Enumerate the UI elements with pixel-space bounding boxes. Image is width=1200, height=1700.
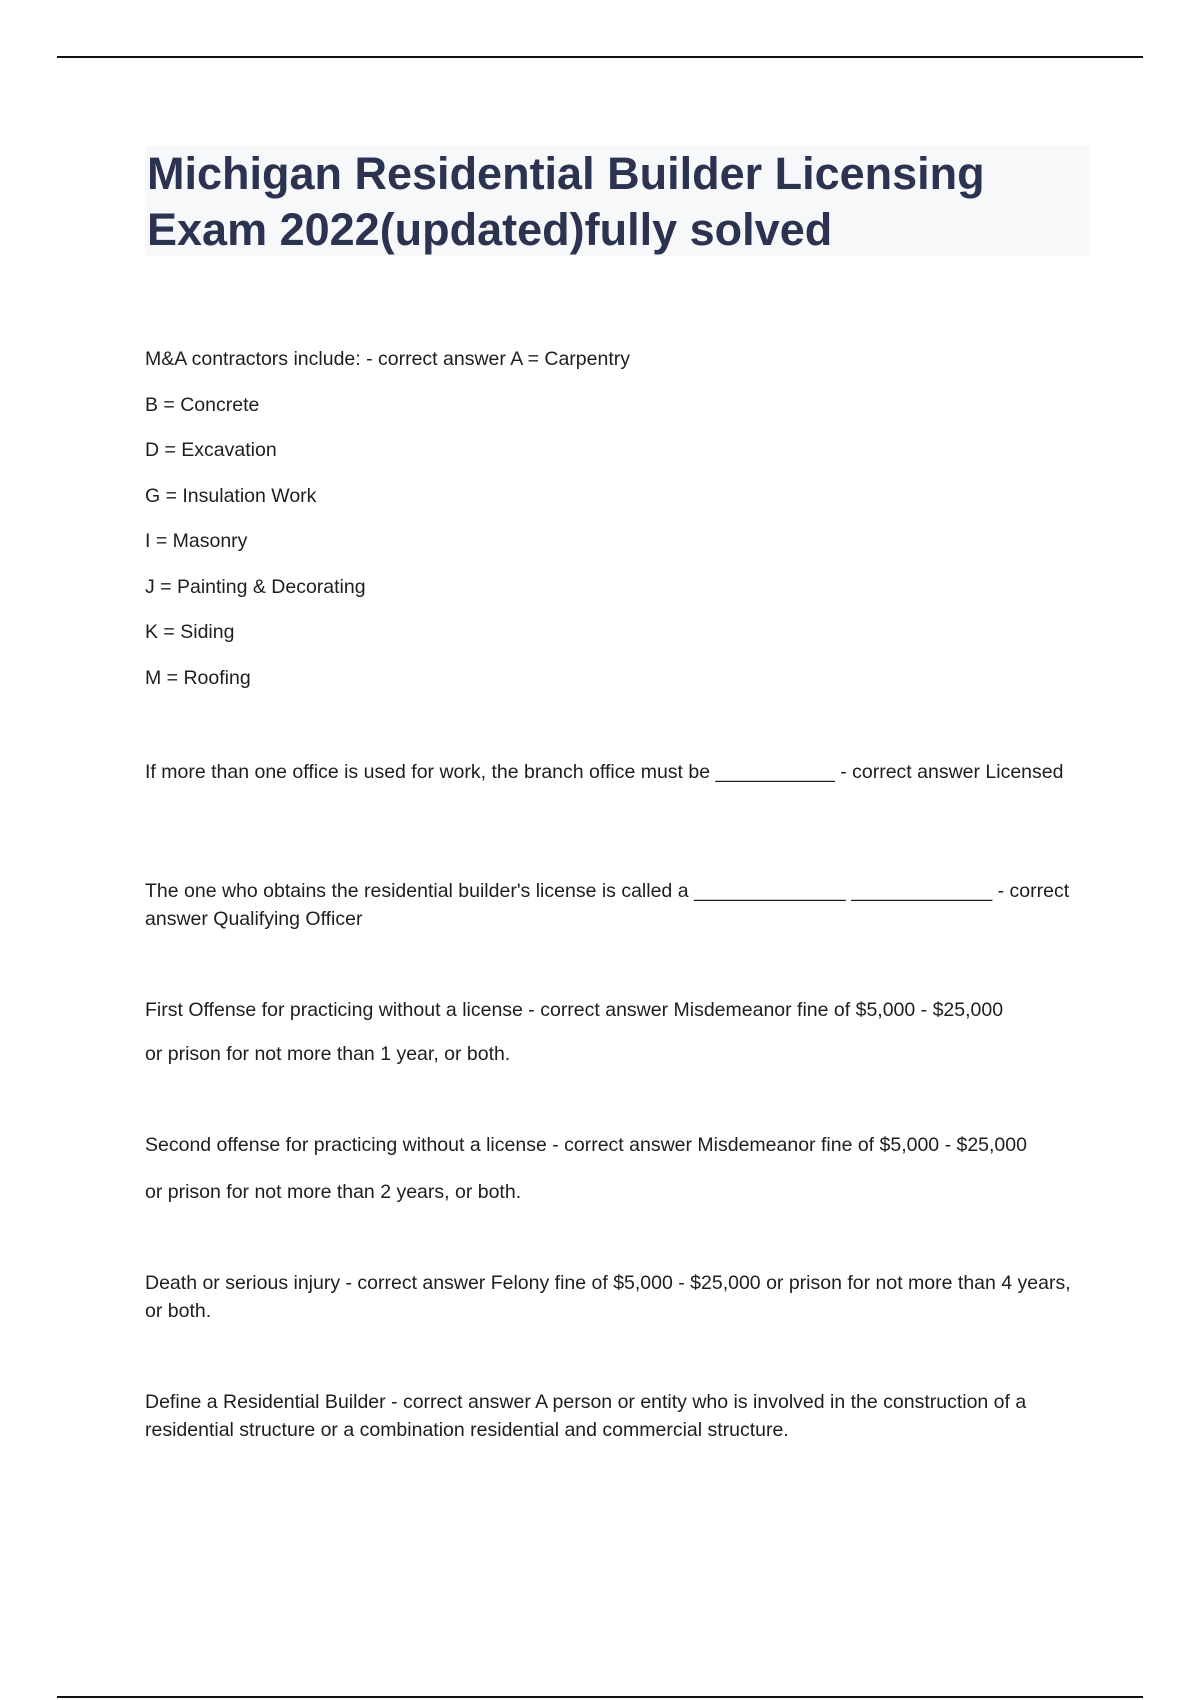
top-rule xyxy=(57,56,1143,58)
qa-qualifying-officer: The one who obtains the residential builder's license is called a ______________ _____________ - correct answer Qualifying Officer xyxy=(145,880,1070,930)
qa-death-injury: Death or serious injury - correct answer Felony fine of $5,000 - $25,000 or prison for not more than 4 years, or both. xyxy=(145,1272,1071,1322)
qa-ma-contractors-question: M&A contractors include: - correct answer A = Carpentry xyxy=(145,348,630,370)
qa-first-offense-line1: First Offense for practicing without a license - correct answer Misdemeanor fine of $5,000 - $25,000 xyxy=(145,999,1004,1021)
qa-second-offense-line1: Second offense for practicing without a license - correct answer Misdemeanor fine of $5,000 - $25,000 xyxy=(145,1134,1027,1156)
ma-item: D = Excavation xyxy=(145,439,277,461)
ma-item: K = Siding xyxy=(145,621,235,643)
qa-define-builder: Define a Residential Builder - correct answer A person or entity who is involved in the construction of a residential structure or a combination residential and commercial structure. xyxy=(145,1391,1027,1441)
document-title: Michigan Residential Builder Licensing Exam 2022(updated)fully solved xyxy=(147,148,985,255)
qa-branch-office: If more than one office is used for work, the branch office must be ___________ - correct answer Licensed xyxy=(145,761,1064,783)
ma-item: B = Concrete xyxy=(145,394,260,416)
ma-item: G = Insulation Work xyxy=(145,485,317,507)
ma-item: J = Painting & Decorating xyxy=(145,576,366,598)
ma-item: I = Masonry xyxy=(145,530,248,552)
ma-item: M = Roofing xyxy=(145,667,251,689)
bottom-rule xyxy=(57,1696,1143,1698)
qa-second-offense-line2: or prison for not more than 2 years, or both. xyxy=(145,1181,522,1203)
qa-first-offense-line2: or prison for not more than 1 year, or both. xyxy=(145,1043,511,1065)
